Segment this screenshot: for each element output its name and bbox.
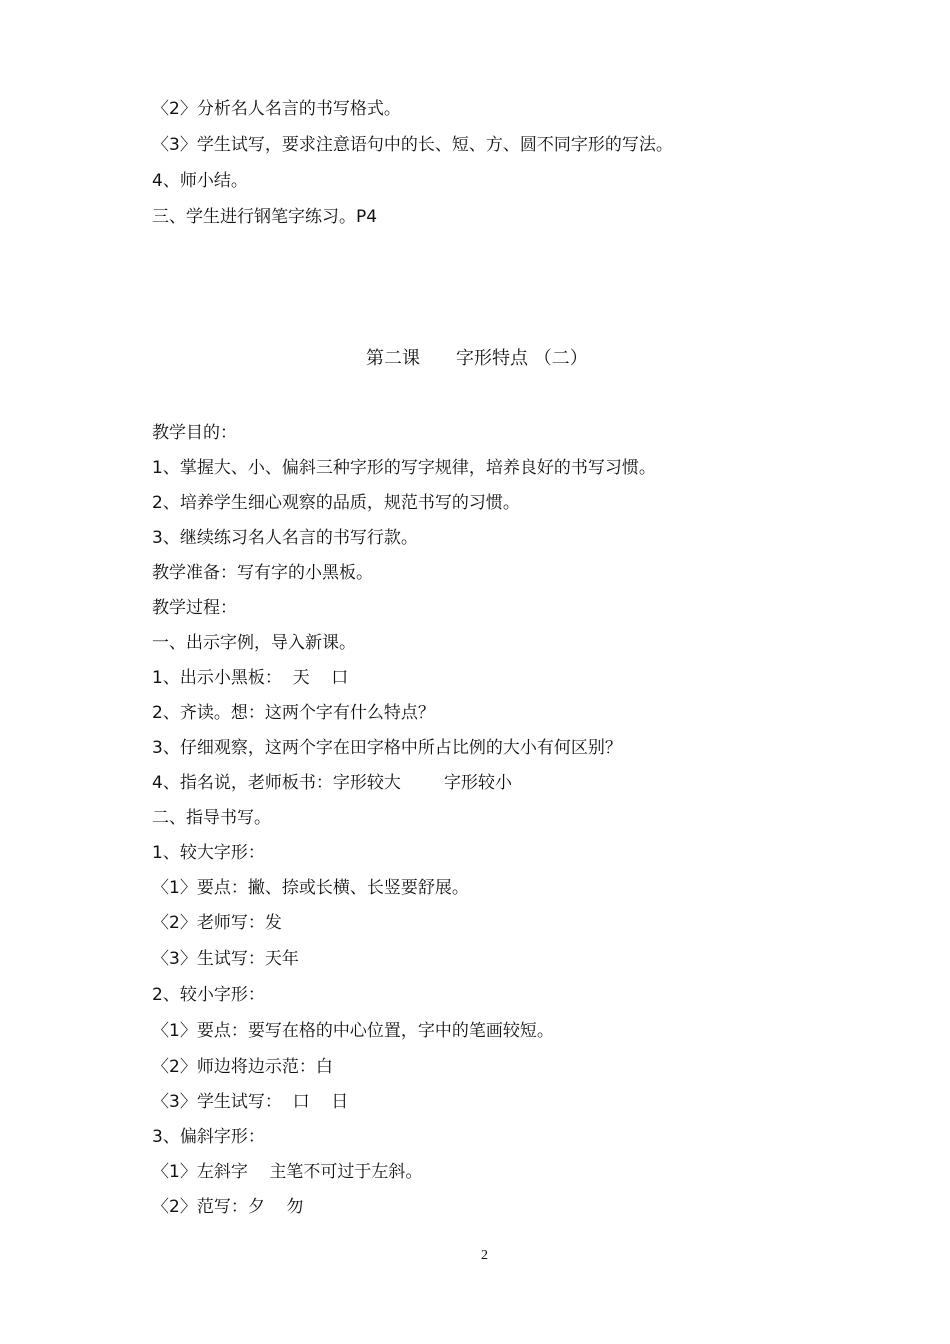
- text-line: 〈1〉左斜字 主笔不可过于左斜。: [152, 1162, 423, 1182]
- text-line: 〈1〉要点：要写在格的中心位置，字中的笔画较短。: [152, 1021, 554, 1041]
- text-line: 〈2〉分析名人名言的书写格式。: [152, 99, 401, 119]
- text-line: 〈1〉要点：撇、捺或长横、长竖要舒展。: [152, 878, 469, 898]
- text-line: 1、出示小黑板： 天 口: [152, 668, 349, 688]
- lesson-title: 第二课 字形特点 （二）: [366, 348, 588, 369]
- text-line: 三、学生进行钢笔字练习。P4: [152, 207, 378, 227]
- text-line: 3、仔细观察，这两个字在田字格中所占比例的大小有何区别？: [152, 738, 622, 758]
- text-line: 教学准备：写有字的小黑板。: [152, 563, 373, 583]
- text-line: 〈3〉学生试写： 口 日: [152, 1092, 349, 1112]
- text-line: 〈2〉老师写：发: [152, 913, 282, 933]
- text-line: 4、指名说，老师板书：字形较大 字形较小: [152, 773, 513, 793]
- text-line: 一、出示字例，导入新课。: [152, 633, 356, 653]
- text-line: 1、掌握大、小、偏斜三种字形的写字规律，培养良好的书写习惯。: [152, 458, 656, 478]
- text-line: 4、师小结。: [152, 171, 248, 191]
- text-line: 教学过程：: [152, 598, 237, 618]
- text-line: 〈2〉范写：夕 勿: [152, 1197, 304, 1217]
- text-line: 1、较大字形：: [152, 843, 265, 863]
- text-line: 2、较小字形：: [152, 985, 265, 1005]
- text-line: 〈2〉师边将边示范：白: [152, 1057, 333, 1077]
- page-number: 2: [481, 1248, 488, 1263]
- text-line: 3、继续练习名人名言的书写行款。: [152, 528, 418, 548]
- text-line: 2、齐读。想：这两个字有什么特点？: [152, 703, 435, 723]
- text-line: 二、指导书写。: [152, 808, 271, 828]
- text-line: 〈3〉学生试写，要求注意语句中的长、短、方、圆不同字形的写法。: [152, 135, 673, 155]
- text-line: 2、培养学生细心观察的品质，规范书写的习惯。: [152, 493, 520, 513]
- text-line: 3、偏斜字形：: [152, 1127, 265, 1147]
- text-line: 教学目的：: [152, 423, 237, 443]
- text-line: 〈3〉生试写：天年: [152, 949, 299, 969]
